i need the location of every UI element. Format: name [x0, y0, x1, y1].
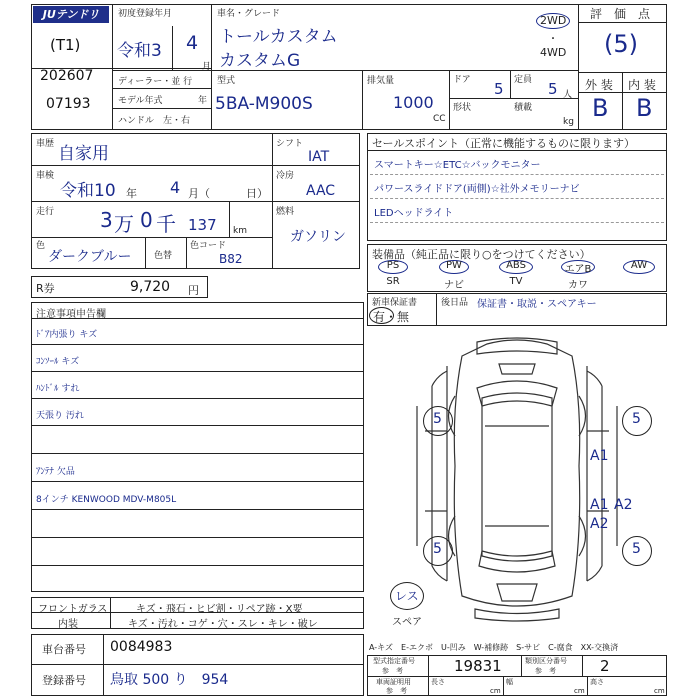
- mileage-rest: 137: [188, 216, 217, 234]
- after-value: 保証書・取説・スペアキー: [477, 299, 597, 310]
- note-6: ｱﾝﾃﾅ 欠品: [36, 467, 75, 477]
- recycle-label: R券: [36, 282, 55, 295]
- drive-4wd: 4WD: [540, 46, 567, 59]
- dealer-label: ディーラー・並 行: [118, 77, 193, 87]
- spare-mark: レス: [395, 589, 419, 603]
- mileage-sen: 0: [140, 208, 153, 232]
- interior-row-value: キズ・汚れ・コゲ・穴・スレ・キレ・破レ: [128, 619, 318, 630]
- note-2: ｺﾝｿｰﾙ キズ: [36, 357, 80, 367]
- registration-value: 鳥取 500 り 954: [110, 672, 229, 688]
- class-num-label: 類別区分番号: [525, 657, 567, 665]
- fuel-value: ガソリン: [290, 229, 346, 245]
- class-num-value: 2: [600, 657, 610, 675]
- registration-label: 登録番号: [42, 674, 86, 687]
- color-label: 色: [36, 241, 46, 251]
- class-num-sub: 参 考: [535, 667, 556, 675]
- lot-number-2: 07193: [46, 96, 91, 112]
- capacity-unit: 人: [563, 90, 573, 100]
- car-name-line2: カスタムG: [219, 51, 301, 71]
- inspection-value: 令和10: [60, 181, 116, 201]
- exterior-value: B: [592, 94, 609, 122]
- history-value: 自家用: [58, 144, 109, 164]
- load-label: 積載: [514, 103, 533, 113]
- drive-2wd: 2WD: [540, 14, 567, 27]
- model-value: 5BA-M900S: [215, 94, 313, 114]
- damage-2: A1: [590, 497, 609, 513]
- capacity-label: 定員: [514, 75, 533, 85]
- equip-abs: ABS: [506, 260, 526, 271]
- color-value: ダークブルー: [48, 249, 132, 265]
- inspection-month-unit: 月（: [188, 187, 210, 200]
- score-label: 評 価 点: [590, 7, 651, 21]
- equip-navi: ナビ: [444, 280, 464, 291]
- damage-legend: A-キズ E-エクボ U-凹み W-補修跡 S-サビ C-腐食 XX-交換済: [369, 643, 619, 652]
- score-value: (5): [604, 30, 638, 58]
- warranty-label: 新車保証書: [372, 298, 418, 308]
- tire-score-fl: 5: [433, 411, 442, 427]
- interior-label: 内 装: [628, 78, 656, 92]
- note-3: ﾊﾝﾄﾞﾙ すれ: [36, 384, 80, 394]
- drive-sep: ・: [548, 34, 558, 45]
- type-spec-label: 型式指定番号: [373, 657, 415, 665]
- header-frame: [31, 4, 667, 130]
- month-unit: 月: [202, 62, 212, 72]
- color-code: B82: [219, 252, 243, 266]
- shift-value: IAT: [308, 149, 330, 165]
- notes-label: 注意事項申告欄: [36, 309, 106, 320]
- handle-label: ハンドル 左・右: [118, 116, 191, 126]
- recycle-frame: [31, 276, 208, 298]
- damage-1: A1: [590, 448, 609, 464]
- mileage-sen-unit: 千: [156, 212, 176, 236]
- first-reg-month: 4: [186, 32, 199, 54]
- inspection-day-unit: 日）: [246, 187, 268, 200]
- inspection-label: 車検: [36, 171, 55, 181]
- damage-4: A2: [590, 516, 609, 532]
- chassis-label: 車台番号: [42, 643, 86, 656]
- inspection-month: 4: [170, 178, 181, 197]
- equip-ps: PS: [386, 260, 400, 271]
- tire-score-fr: 5: [632, 411, 641, 427]
- yen-unit: 円: [188, 284, 199, 297]
- km-unit: km: [233, 226, 247, 236]
- cc-unit: CC: [433, 114, 446, 124]
- equipment-label: 装備品（純正品に限り○をつけてください）: [372, 248, 591, 261]
- car-name-line1: トールカスタム: [219, 27, 338, 47]
- tire-score-rl: 5: [433, 541, 442, 557]
- cert-unit-2: cm: [574, 687, 585, 695]
- cert-length: 長さ: [431, 678, 445, 686]
- load-unit: kg: [563, 117, 574, 127]
- car-name-label: 車名・グレード: [217, 9, 281, 19]
- type-spec-value: 19831: [454, 657, 502, 675]
- exterior-label: 外 装: [585, 78, 613, 92]
- displacement-label: 排気量: [367, 76, 395, 86]
- cert-unit-3: cm: [654, 687, 665, 695]
- fuel-label: 燃料: [276, 207, 295, 217]
- cert-width: 幅: [506, 678, 513, 686]
- front-glass-value: キズ・飛石・ヒビ割・リペア跡・X要: [136, 604, 303, 615]
- notes-frame: [31, 302, 364, 592]
- front-glass-label: フロントガラス: [38, 604, 108, 615]
- note-4: 天張り 汚れ: [36, 411, 84, 421]
- mileage-man-unit: 万: [114, 212, 134, 236]
- capacity-value: 5: [548, 80, 558, 98]
- after-label: 後日品: [441, 298, 469, 308]
- cert-label: 車両証明用: [376, 678, 411, 686]
- cert-sub: 参 考: [386, 687, 407, 695]
- sales-points-label: セールスポイント（正常に機能するものに限ります）: [372, 137, 636, 150]
- equip-aw: AW: [630, 260, 648, 271]
- first-reg-label: 初度登録年月: [118, 9, 173, 19]
- color-change-label: 色替: [154, 251, 173, 261]
- spare-label: スペア: [392, 617, 422, 628]
- shape-label: 形状: [453, 103, 472, 113]
- model-label: 型式: [217, 76, 236, 86]
- aircon-value: AAC: [306, 183, 336, 199]
- year-unit: 年: [198, 96, 208, 106]
- history-label: 車歴: [36, 139, 55, 149]
- mileage-man: 3: [100, 208, 113, 232]
- sales-point-3: LEDヘッドライト: [374, 208, 454, 219]
- inspection-year-unit: 年: [126, 187, 137, 200]
- color-code-label: 色コード: [190, 241, 227, 251]
- model-year-label: モデル年式: [118, 96, 163, 106]
- aircon-label: 冷房: [276, 171, 295, 181]
- car-diagram: [367, 326, 667, 626]
- type-spec-sub: 参 考: [382, 667, 403, 675]
- cert-height: 高さ: [590, 678, 604, 686]
- warranty-value: 有・無: [373, 310, 410, 324]
- first-reg-era: 令和3: [117, 41, 162, 61]
- equip-tv: TV: [509, 276, 523, 287]
- door-label: ドア: [453, 75, 471, 85]
- interior-row-label: 内装: [58, 619, 78, 630]
- mileage-label: 走行: [36, 207, 55, 217]
- note-1: ﾄﾞｱ内張り キズ: [36, 330, 98, 340]
- note-7: 8インチ KENWOOD MDV-M805L: [36, 495, 177, 505]
- recycle-value: 9,720: [130, 279, 171, 295]
- equip-pw: PW: [446, 260, 462, 271]
- logo: JUテンドリ: [33, 6, 109, 23]
- displacement-value: 1000: [393, 93, 434, 112]
- interior-value: B: [636, 94, 653, 122]
- lot-number-1: 202607: [40, 68, 94, 84]
- door-value: 5: [494, 80, 504, 98]
- sales-point-1: スマートキー☆ETC☆バックモニター: [374, 160, 541, 171]
- equip-airbag: エアB: [564, 264, 592, 275]
- equip-leather: カワ: [568, 280, 588, 291]
- chassis-value: 0084983: [110, 639, 173, 655]
- shift-label: シフト: [276, 139, 304, 149]
- equip-sr: SR: [386, 276, 400, 287]
- cert-unit-1: cm: [490, 687, 501, 695]
- t-code: (T1): [50, 36, 81, 54]
- damage-3: A2: [614, 497, 633, 513]
- tire-score-rr: 5: [632, 541, 641, 557]
- sales-point-2: パワースライドドア(両側)☆社外メモリーナビ: [374, 184, 580, 195]
